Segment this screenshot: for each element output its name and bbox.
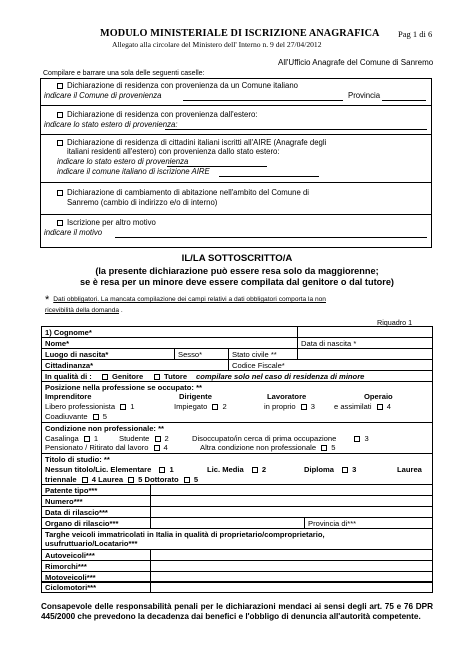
option-aire: Dichiarazione di residenza di cittadini italiani iscritti all'AIRE (Anagrafe degli italiani residenti all'estero) con provenienza dallo stato estero: indicare lo stato estero di provenienza indicare il comune italiano di iscrizione AIRE: [41, 135, 431, 183]
checkbox-dottorato[interactable]: [184, 477, 190, 483]
checkbox-altra-condizione[interactable]: [321, 445, 327, 451]
row-targhe-veicoli: Targhe veicoli immatricolati in Italia in qualità di proprietario/comproprietario, usufruttuario/Locatario***: [42, 529, 432, 550]
row-condizione-non-professionale: Condizione non professionale: ** Casalinga 1 Studente 2 Disoccupato/in cerca di prima occupazione 3 Pensionato / Ritirato dal lavoro 4 Altra condizione non professionale 5: [42, 423, 432, 454]
row-autoveicoli[interactable]: Autoveicoli***: [42, 550, 432, 561]
riquadro-label: Riquadro 1: [377, 318, 413, 327]
checkbox-pensionato[interactable]: [154, 445, 160, 451]
checkbox-laurea[interactable]: [128, 477, 134, 483]
selection-instruction: Compilare e barrare una sola delle seguenti caselle:: [43, 70, 205, 77]
declarant-note-2: se è resa per un minore deve essere compilata dal genitore o dal tutore): [79, 277, 394, 287]
option-cambio-abitazione: Dichiarazione di cambiamento di abitazione nell'ambito del Comune di Sanremo (cambio di indirizzo e/o di interno): [41, 183, 431, 215]
checkbox-laurea-triennale[interactable]: [82, 477, 88, 483]
declarant-note-1: (la presente dichiarazione può essere resa solo da maggiorenne;: [95, 266, 379, 276]
checkbox-lic-media[interactable]: [252, 467, 258, 473]
checkbox-cambio-abitazione[interactable]: [57, 190, 63, 196]
stato-estero-field[interactable]: [165, 129, 427, 130]
declarant-title: IL/LA SOTTOSCRITTO/A: [181, 253, 293, 264]
row-rimorchi[interactable]: Rimorchi***: [42, 561, 432, 572]
row-titolo-studio: Titolo di studio: ** Nessun titolo/Lic. Elementare 1 Lic. Media 2 Diploma 3 Laurea triennale 4 Laurea 5 Dottorato 5: [42, 454, 432, 485]
checkbox-coadiuvante[interactable]: [93, 414, 99, 420]
checkbox-assimilati[interactable]: [377, 404, 383, 410]
row-cognome[interactable]: 1) Cognome*: [42, 327, 432, 338]
motivo-field[interactable]: [115, 237, 427, 238]
row-organo-rilascio[interactable]: Organo di rilascio*** Provincia di***: [42, 518, 432, 529]
checkbox-estero[interactable]: [57, 112, 63, 118]
row-luogo-nascita[interactable]: Luogo di nascita* Sesso* Stato civile **: [42, 349, 432, 360]
row-patente-tipo[interactable]: Patente tipo***: [42, 485, 432, 496]
checkbox-in-proprio[interactable]: [301, 404, 307, 410]
checkbox-aire[interactable]: [57, 140, 63, 146]
checkbox-altro-motivo[interactable]: [57, 220, 63, 226]
checkbox-genitore[interactable]: [102, 374, 108, 380]
document-title: MODULO MINISTERIALE DI ISCRIZIONE ANAGRAFICA: [100, 28, 380, 39]
checkbox-disoccupato[interactable]: [354, 436, 360, 442]
checkbox-casalinga[interactable]: [84, 436, 90, 442]
option-altro-motivo: Iscrizione per altro motivo indicare il motivo: [41, 215, 431, 249]
option-comune-italiano: Dichiarazione di residenza con provenienza da un Comune italiano indicare il Comune di provenienza Provincia: [41, 79, 431, 106]
row-numero[interactable]: Numero***: [42, 496, 432, 507]
option-estero: Dichiarazione di residenza con provenienza dall'estero: indicare lo stato estero di provenienza:: [41, 106, 431, 135]
row-ciclomotori[interactable]: Ciclomotori***: [41, 582, 433, 593]
mandatory-note: * Dati obbligatori. La mancata compilazione dei campi relativi a dati obbligatori comporta la non ricevibilità della domanda .: [45, 294, 326, 314]
page-number: Pag 1 di 6: [398, 29, 433, 39]
row-data-rilascio[interactable]: Data di rilascio***: [42, 507, 432, 518]
row-motoveicoli[interactable]: Motoveicoli***: [42, 572, 432, 583]
checkbox-tutore[interactable]: [154, 374, 160, 380]
office-address: All'Ufficio Anagrafe del Comune di Sanremo: [278, 58, 434, 67]
row-nome[interactable]: Nome* Data di nascita *: [42, 338, 432, 349]
row-posizione-professione: Posizione nella professione se occupato: ** Imprenditore Dirigente Lavoratore Operaio Libero professionista 1 Impiegato 2 in proprio 3 e assimilati 4 Coadiuvante 5: [42, 382, 432, 423]
consapevole-statement: Consapevole delle responsabilità penali per le dichiarazioni mendaci ai sensi degli art. 75 e 76 DPR 445/2000 che prevedono la decadenza dai benefici e l'obbligo di denuncia all'autorità competente.: [41, 602, 433, 622]
provincia-field[interactable]: [382, 100, 426, 101]
selection-box: [40, 78, 432, 248]
checkbox-comune-italiano[interactable]: [57, 83, 63, 89]
comune-provenienza-field[interactable]: [183, 100, 343, 101]
checkbox-libero-professionista[interactable]: [120, 404, 126, 410]
checkbox-studente[interactable]: [155, 436, 161, 442]
row-in-qualita: In qualità di : Genitore Tutore compilare solo nel caso di residenza di minore: [42, 371, 432, 382]
checkbox-diploma[interactable]: [342, 467, 348, 473]
row-cittadinanza[interactable]: Cittadinanza* Codice Fiscale*: [42, 360, 432, 371]
document-subtitle: Allegato alla circolare del Ministero dell' Interno n. 9 del 27/04/2012: [112, 40, 322, 49]
comune-aire-field[interactable]: [219, 176, 319, 177]
checkbox-impiegato[interactable]: [212, 404, 218, 410]
checkbox-nessun-titolo[interactable]: [159, 467, 165, 473]
riquadro-1-table: [41, 326, 433, 582]
